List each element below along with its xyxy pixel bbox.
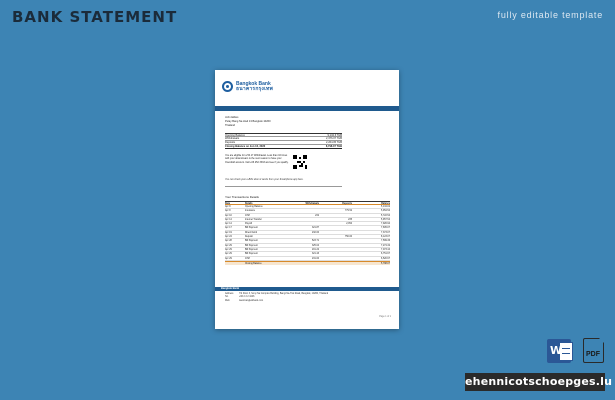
bank-logo bbox=[222, 81, 273, 92]
word-icon[interactable]: W bbox=[547, 339, 571, 363]
table-row: Apr 24 Deposit 750.00 8,123.07 bbox=[225, 236, 390, 239]
divider bbox=[225, 186, 342, 187]
statement-document bbox=[215, 70, 399, 329]
qr-code-icon bbox=[293, 155, 307, 169]
table-row: Apr 14 Payroll 2,054 7,926.94 bbox=[225, 223, 390, 226]
address-line: Pulay Bang Na Hwd 13 Bangkok 10260 bbox=[225, 120, 271, 123]
table-row-closing: Closing Balance 5,798.07 bbox=[225, 261, 390, 265]
table-row: Apr 29 Bill Payment 201.22 7,073.10 bbox=[225, 248, 390, 251]
table-row: Apr 8 Insurance 779.52 5,954.54 bbox=[225, 210, 390, 213]
app-note: You can check your e-Bills when it works from your Smartphone app here. bbox=[225, 178, 304, 181]
transactions-title: Your Transactions Details bbox=[225, 195, 259, 199]
bank-name-en: Bangkok Bank bbox=[236, 80, 271, 87]
customer-address bbox=[225, 116, 271, 128]
summary-row: Withdrawals 2,376.07 THB bbox=[225, 137, 342, 140]
summary-row: Deposits 2,264.05 THB bbox=[225, 141, 342, 144]
pdf-icon[interactable]: PDF bbox=[583, 338, 604, 363]
bank-logo-icon bbox=[222, 81, 233, 92]
table-row: Apr 17 Bill Payment 321.87 7,605.07 bbox=[225, 227, 390, 230]
promo-text: You are eligible for a 50.17 Withdrawal. Less than 16 times with your downstream is the next reason to have your Overdraft account. Call +66 252 3333 and see if you qualify. bbox=[225, 154, 289, 164]
table-row: Apr 14 Internet Transfer 235 5,957.54 bbox=[225, 218, 390, 221]
table-row: Apr 8 Opening Balance 5,134.02 bbox=[225, 206, 390, 208]
page-title: BANK STATEMENT bbox=[12, 8, 178, 26]
footer-bank-name: Bangkok Bank bbox=[221, 287, 240, 290]
address-line: John Eldies bbox=[225, 116, 239, 119]
header-band bbox=[215, 106, 399, 111]
table-row: Apr 29 Bill Payment 325.04 7,274.32 bbox=[225, 244, 390, 247]
footer-band bbox=[215, 287, 399, 291]
summary-row-closing: Closing Balance on Jun 16, 2022 8,798.07 THB bbox=[225, 145, 342, 148]
table-row: Apr 29 Bill Payment 321.43 6,751.67 bbox=[225, 253, 390, 256]
page-subtitle: fully editable template bbox=[497, 10, 603, 20]
brand-watermark: ehennicotschoepges.lu bbox=[465, 373, 605, 391]
table-header: Date Details Withdrawals Deposits Balance bbox=[225, 203, 390, 205]
page-number: Page 1 of 1 bbox=[379, 316, 391, 318]
table-row: Apr 29 ATM 231.00 6,520.67 bbox=[225, 257, 390, 260]
table-row: Apr 28 Bill Payment 523.71 7,599.36 bbox=[225, 240, 390, 243]
table-row: Apr 10 ATM 232 5,722.54 bbox=[225, 214, 390, 217]
transactions-table bbox=[225, 201, 390, 265]
table-row: Apr 19 Direct Debit 232.00 7,373.07 bbox=[225, 231, 390, 234]
address-line: Thailand bbox=[225, 124, 235, 127]
bank-name-th: ธนาคารกรุงเทพ bbox=[236, 85, 273, 92]
summary-row: Opening Balance 9,134.6 THB bbox=[225, 134, 342, 137]
footer-contact: Address 7/2 Floor 3, Sony Na Complex Building, Bangi Na-Trat Road, Bangkok, 10260, Thailand Tel. +66 2 2 2 4446 Web www.bangkokbank.com bbox=[225, 293, 329, 302]
balance-summary bbox=[225, 133, 342, 149]
